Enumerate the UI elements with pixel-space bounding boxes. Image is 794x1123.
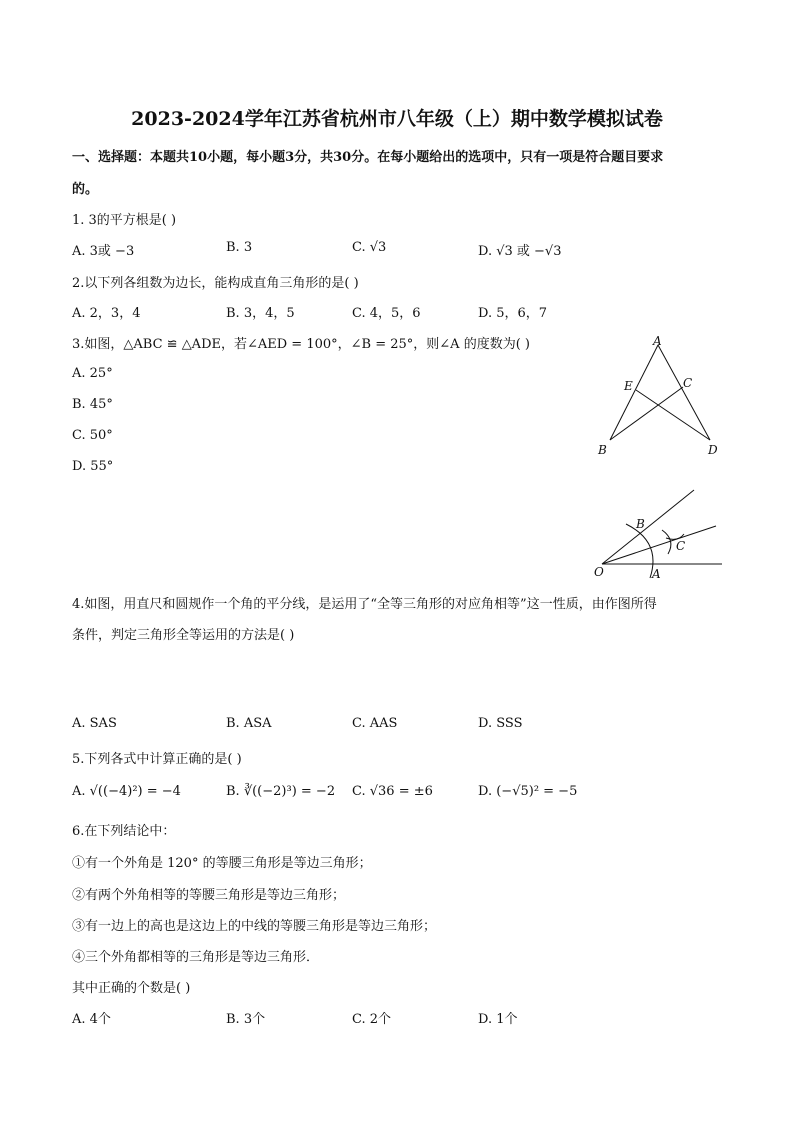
question-5-option-b: B. ∛((−2)³) = −2 [226,784,336,799]
page-title: 2023-2024学年江苏省杭州市八年级（上）期中数学模拟试卷 [131,108,663,130]
question-6-option-b: B. 3个 [226,1012,266,1027]
question-2-option-c: C. 4，5，6 [352,306,421,321]
label-c: C [683,376,693,390]
question-6-option-d: D. 1个 [478,1012,518,1027]
question-1-stem: 1. 3的平方根是( ) [72,213,177,228]
question-5-stem: 5.下列各式中计算正确的是( ) [72,752,242,767]
question-1-option-d: D. √3 或 −√3 [478,244,562,259]
question-3-option-d: D. 55° [72,459,114,474]
segment-de [636,390,710,440]
question-5-option-d: D. (−√5)² = −5 [478,784,578,799]
question-5-option-a: A. √((−4)²) = −4 [72,784,181,799]
question-1-option-b: B. 3 [226,240,253,255]
label-a: A [652,567,661,581]
question-4-stem-line2: 条件，判定三角形全等运用的方法是( ) [72,628,295,643]
question-4-option-a: A. SAS [72,716,117,731]
question-2-option-d: D. 5，6，7 [478,306,548,321]
label-e: E [624,379,633,393]
question-6-statement-1: ①有一个外角是 120° 的等腰三角形是等边三角形； [72,856,372,871]
question-4-option-c: C. AAS [352,716,398,731]
question-4-option-d: D. SSS [478,716,523,731]
label-b: B [636,517,645,531]
question-4-figure [590,482,730,582]
question-6-option-c: C. 2个 [352,1012,392,1027]
question-5-option-c: C. √36 = ±6 [352,784,433,799]
segment-bc [610,387,683,440]
segment-ab [610,345,658,440]
question-2-stem: 2.以下列各组数为边长，能构成直角三角形的是( ) [72,276,359,291]
question-6-stem: 6.在下列结论中： [72,824,176,839]
question-2-option-a: A. 2，3，4 [72,306,141,321]
label-d: D [708,443,718,457]
ray-oc [602,526,716,564]
label-c: C [676,539,686,553]
question-3-option-a: A. 25° [72,366,113,381]
segment-ad [658,345,710,440]
question-6-statement-2: ②有两个外角相等的等腰三角形是等边三角形； [72,888,346,903]
section-instructions-line1: 一、选择题：本题共10小题，每小题3分，共30分。在每小题给出的选项中，只有一项是符合题目要求 [72,150,664,165]
question-4-option-b: B. ASA [226,716,272,731]
question-3-figure [590,330,730,465]
question-1-option-c: C. √3 [352,240,387,255]
question-4-stem-line1: 4.如图，用直尺和圆规作一个角的平分线，是运用了“全等三角形的对应角相等”这一性质，由作图所得 [72,597,657,612]
question-2-option-b: B. 3，4，5 [226,306,295,321]
question-6-statement-3: ③有一边上的高也是这边上的中线的等腰三角形是等边三角形； [72,919,437,934]
question-1-option-a: A. 3或 −3 [72,244,135,259]
question-6-ask: 其中正确的个数是( ) [72,981,191,996]
question-6-statement-4: ④三个外角都相等的三角形是等边三角形． [72,950,320,965]
question-3-option-b: B. 45° [72,397,113,412]
label-b: B [598,443,607,457]
question-6-option-a: A. 4个 [72,1012,111,1027]
label-a: A [653,334,662,348]
question-3-option-c: C. 50° [72,428,113,443]
section-instructions-line2: 的。 [72,182,99,197]
label-o: O [594,565,604,579]
question-3-stem: 3.如图，△ABC ≌ △ADE，若∠AED = 100°，∠B = 25°，则∠A 的度数为( ) [72,337,530,352]
